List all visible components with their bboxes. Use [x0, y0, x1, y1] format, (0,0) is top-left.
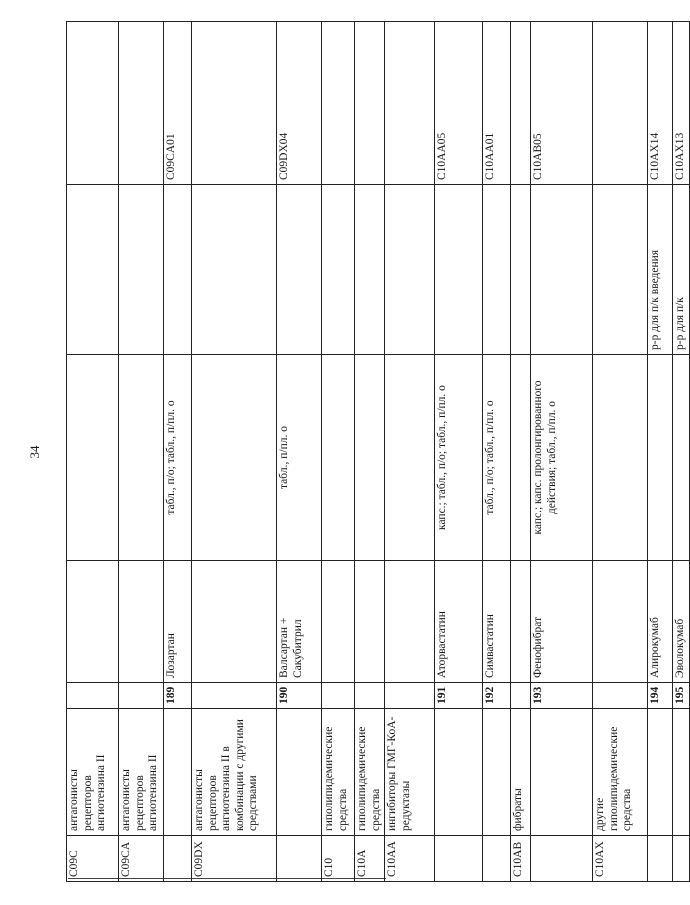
drug-name-cell: Фенофибрат	[531, 561, 593, 683]
drug-registry-table	[66, 21, 690, 882]
atc-group-code-cell	[164, 836, 192, 882]
dosage-form-cell: табл., п/пл. о	[277, 355, 322, 561]
atc-group-code-cell: C09DX	[192, 836, 277, 882]
atc-group-code-cell	[277, 836, 322, 882]
administration-cell	[67, 185, 119, 355]
group-name-cell	[648, 709, 673, 836]
atc-code-cell: C10AA01	[483, 22, 511, 185]
drug-name-cell	[385, 561, 435, 683]
drug-name-cell: Аторвастатин	[435, 561, 483, 683]
atc-code-cell: C10AX13	[673, 22, 690, 185]
position-number-cell: 193	[531, 683, 593, 709]
dosage-form-cell	[593, 355, 648, 561]
administration-cell	[277, 185, 322, 355]
drug-name-cell	[593, 561, 648, 683]
table-row	[593, 22, 648, 882]
atc-group-code-cell: C10AX	[593, 836, 648, 882]
administration-cell	[511, 185, 531, 355]
group-name-cell: фибраты	[511, 709, 531, 836]
table-row	[531, 22, 593, 882]
dosage-form-cell	[511, 355, 531, 561]
position-number-cell	[119, 683, 164, 709]
atc-code-cell	[511, 22, 531, 185]
atc-group-code-cell: C10A	[355, 836, 385, 882]
administration-cell	[435, 185, 483, 355]
table-row	[673, 22, 690, 882]
atc-group-code-cell: C09C	[67, 836, 119, 882]
group-name-cell: антагонисты рецепторов ангиотензина II	[119, 709, 164, 836]
position-number-cell	[67, 683, 119, 709]
group-name-cell: гиполипидемические средства	[322, 709, 355, 836]
dosage-form-cell	[385, 355, 435, 561]
group-name-cell: ингибиторы ГМГ-КоА- редуктазы	[385, 709, 435, 836]
atc-group-code-cell	[531, 836, 593, 882]
administration-cell	[385, 185, 435, 355]
atc-code-cell: C09CA01	[164, 22, 192, 185]
table-row	[511, 22, 531, 882]
atc-code-cell	[119, 22, 164, 185]
atc-group-code-cell	[648, 836, 673, 882]
table-row	[192, 22, 277, 882]
atc-code-cell: C10AA05	[435, 22, 483, 185]
position-number-cell: 190	[277, 683, 322, 709]
atc-code-cell	[593, 22, 648, 185]
position-number-cell	[322, 683, 355, 709]
position-number-cell	[192, 683, 277, 709]
table-row	[648, 22, 673, 882]
administration-cell	[531, 185, 593, 355]
table-row	[164, 22, 192, 882]
position-number-cell	[355, 683, 385, 709]
dosage-form-cell	[192, 355, 277, 561]
atc-group-code-cell: C10	[322, 836, 355, 882]
table-row	[322, 22, 355, 882]
table-row	[385, 22, 435, 882]
drug-name-cell	[67, 561, 119, 683]
position-number-cell: 195	[673, 683, 690, 709]
drug-name-cell	[192, 561, 277, 683]
drug-name-cell: Симвастатин	[483, 561, 511, 683]
group-name-cell: антагонисты рецепторов ангиотензина II в комбинации с другими средствами	[192, 709, 277, 836]
position-number-cell	[511, 683, 531, 709]
drug-name-cell	[355, 561, 385, 683]
page-number: 34	[27, 445, 42, 459]
atc-group-code-cell	[673, 836, 690, 882]
group-name-cell: гиполипидемические средства	[355, 709, 385, 836]
administration-cell: р-р для п/к введения	[648, 185, 673, 355]
dosage-form-cell	[119, 355, 164, 561]
dosage-form-cell	[67, 355, 119, 561]
group-name-cell: другие гиполипидемические средства	[593, 709, 648, 836]
position-number-cell: 194	[648, 683, 673, 709]
drug-name-cell: Эволокумаб	[673, 561, 690, 683]
administration-cell	[119, 185, 164, 355]
table-row	[435, 22, 483, 882]
atc-code-cell	[67, 22, 119, 185]
atc-code-cell	[355, 22, 385, 185]
dosage-form-cell: капс.; табл., п/о; табл., п/пл. о	[435, 355, 483, 561]
table-row	[67, 22, 119, 882]
administration-cell	[192, 185, 277, 355]
drug-name-cell: Лозартан	[164, 561, 192, 683]
administration-cell	[483, 185, 511, 355]
dosage-form-cell	[648, 355, 673, 561]
administration-cell: р-р для п/к	[673, 185, 690, 355]
drug-name-cell: Валсартан + Сакубитрил	[277, 561, 322, 683]
drug-name-cell	[322, 561, 355, 683]
rotated-table-container	[66, 22, 687, 882]
atc-group-code-cell: C09CA	[119, 836, 164, 882]
drug-name-cell	[119, 561, 164, 683]
table-row	[483, 22, 511, 882]
dosage-form-cell	[322, 355, 355, 561]
atc-code-cell	[322, 22, 355, 185]
group-name-cell	[531, 709, 593, 836]
administration-cell	[593, 185, 648, 355]
dosage-form-cell	[355, 355, 385, 561]
administration-cell	[322, 185, 355, 355]
table-row	[119, 22, 164, 882]
position-number-cell: 191	[435, 683, 483, 709]
group-name-cell	[673, 709, 690, 836]
dosage-form-cell	[673, 355, 690, 561]
atc-group-code-cell	[435, 836, 483, 882]
dosage-form-cell: табл., п/о; табл., п/пл. о	[164, 355, 192, 561]
administration-cell	[355, 185, 385, 355]
atc-code-cell: C09DX04	[277, 22, 322, 185]
group-name-cell	[435, 709, 483, 836]
atc-code-cell	[385, 22, 435, 185]
group-name-cell	[483, 709, 511, 836]
dosage-form-cell: табл., п/о; табл., п/пл. о	[483, 355, 511, 561]
group-name-cell	[164, 709, 192, 836]
atc-group-code-cell: C10AA	[385, 836, 435, 882]
table-body	[67, 22, 690, 882]
atc-code-cell	[192, 22, 277, 185]
atc-code-cell: C10AX14	[648, 22, 673, 185]
position-number-cell	[385, 683, 435, 709]
atc-group-code-cell: C10AB	[511, 836, 531, 882]
drug-name-cell: Алирокумаб	[648, 561, 673, 683]
table-row	[277, 22, 322, 882]
position-number-cell: 189	[164, 683, 192, 709]
dosage-form-cell: капс.; капс. пролонгированного действия; табл., п/пл. о	[531, 355, 593, 561]
position-number-cell: 192	[483, 683, 511, 709]
administration-cell	[164, 185, 192, 355]
group-name-cell: антагонисты рецепторов ангиотензина II	[67, 709, 119, 836]
table-row	[355, 22, 385, 882]
position-number-cell	[593, 683, 648, 709]
drug-name-cell	[511, 561, 531, 683]
atc-group-code-cell	[483, 836, 511, 882]
group-name-cell	[277, 709, 322, 836]
atc-code-cell: C10AB05	[531, 22, 593, 185]
